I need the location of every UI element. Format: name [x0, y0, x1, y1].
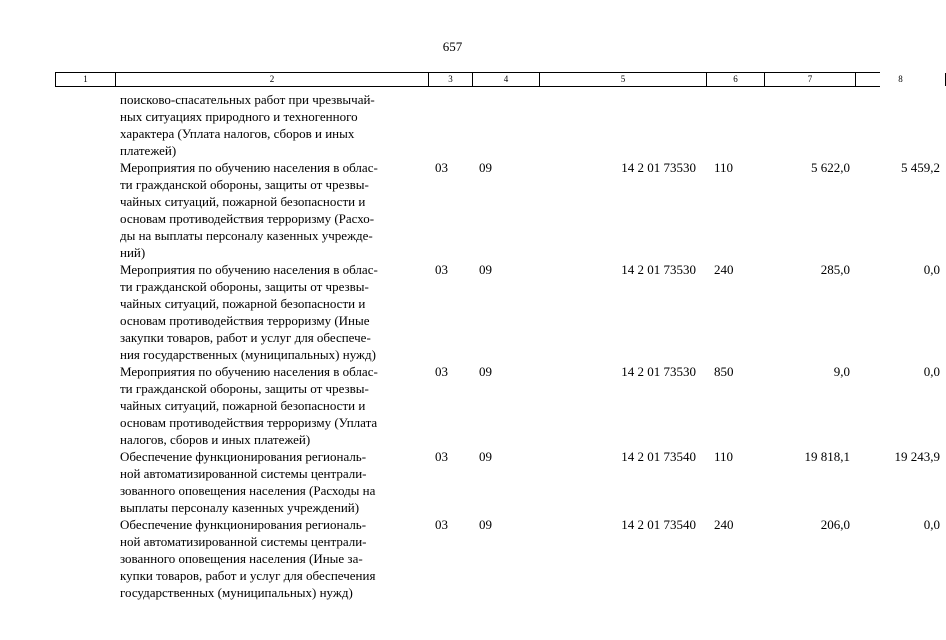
row-name-line: Обеспечение функционирования региональ- — [120, 449, 367, 464]
row-name-line: ти гражданской обороны, защиты от чрезвы- — [120, 279, 369, 294]
row-amount-2-cell: 5 459,2 — [901, 160, 940, 175]
row-name-line: выплаты персоналу казенных учреждений) — [120, 500, 360, 515]
row-name-line: Мероприятия по обучению населения в облас- — [120, 364, 378, 379]
row-section-cell: 03 — [435, 449, 448, 464]
row-amount-1-cell: 5 622,0 — [811, 160, 850, 175]
row-amount-2-cell: 0,0 — [923, 517, 940, 532]
page-number: 657 — [442, 39, 463, 54]
row-subsection-cell: 09 — [479, 449, 492, 464]
row-name-line: основам противодействия терроризму (Иные — [120, 313, 370, 328]
row-section-cell — [428, 91, 472, 159]
row-subsection-cell: 09 — [479, 160, 492, 175]
row-number-cell — [55, 516, 115, 601]
row-name-line: чайных ситуаций, пожарной безопасности и — [120, 398, 366, 413]
row-name-line: Мероприятия по обучению населения в облас- — [120, 262, 378, 277]
header-col-8: 8 — [856, 73, 946, 86]
header-col-3: 3 — [429, 73, 473, 86]
row-name-line: основам противодействия терроризму (Расхо- — [120, 211, 375, 226]
row-name-line: государственных (муниципальных) нужд) — [120, 585, 353, 600]
row-expense-type-cell — [706, 91, 764, 159]
row-name-cell — [115, 261, 428, 363]
row-name-line: ной автоматизированной системы централи- — [120, 534, 367, 549]
header-col-5: 5 — [540, 73, 707, 86]
row-name-line: купки товаров, работ и услуг для обеспечения — [120, 568, 376, 583]
row-number-cell — [55, 363, 115, 448]
row-target-article-cell: 14 2 01 73540 — [621, 449, 696, 464]
row-name-line: Мероприятия по обучению населения в облас- — [120, 160, 378, 175]
row-amount-1-cell: 206,0 — [820, 517, 850, 532]
row-name-line: чайных ситуаций, пожарной безопасности и — [120, 194, 366, 209]
row-amount-2-cell: 0,0 — [923, 262, 940, 277]
row-name-line: зованного оповещения населения (Иные за- — [120, 551, 363, 566]
header-col-2: 2 — [116, 73, 429, 86]
table-header-row — [55, 72, 903, 87]
row-subsection-cell: 09 — [479, 364, 492, 379]
row-number-cell — [55, 159, 115, 261]
row-target-article-cell — [539, 91, 706, 159]
row-number-cell — [55, 261, 115, 363]
row-section-cell: 03 — [435, 160, 448, 175]
row-name-line: характера (Уплата налогов, сборов и иных — [120, 126, 355, 141]
row-name-cell — [115, 363, 428, 448]
row-name-line: поисково-спасательных работ при чрезвычай- — [120, 92, 375, 107]
table-row — [55, 448, 940, 516]
row-expense-type-cell: 240 — [714, 262, 734, 277]
row-subsection-cell: 09 — [479, 517, 492, 532]
row-name-line: основам противодействия терроризму (Уплата — [120, 415, 378, 430]
row-amount-2-cell: 0,0 — [923, 364, 940, 379]
row-name-cell — [115, 91, 428, 159]
row-amount-1-cell — [764, 91, 855, 159]
row-section-cell: 03 — [435, 517, 448, 532]
budget-table — [55, 72, 940, 601]
row-name-line: зованного оповещения населения (Расходы на — [120, 483, 376, 498]
row-expense-type-cell: 110 — [714, 449, 734, 464]
header-col-6: 6 — [707, 73, 765, 86]
row-target-article-cell: 14 2 01 73530 — [621, 262, 696, 277]
table-row — [55, 261, 940, 363]
table-row — [55, 159, 940, 261]
row-name-line: ды на выплаты персоналу казенных учрежде- — [120, 228, 373, 243]
row-name-line: ных ситуациях природного и техногенного — [120, 109, 358, 124]
row-name-line: ной автоматизированной системы централи- — [120, 466, 367, 481]
table-row — [55, 363, 940, 448]
row-expense-type-cell: 240 — [714, 517, 734, 532]
header-col-4: 4 — [473, 73, 540, 86]
row-amount-2-cell: 19 243,9 — [894, 449, 940, 464]
row-name-line: ти гражданской обороны, защиты от чрезвы- — [120, 177, 369, 192]
row-name-cell — [115, 448, 428, 516]
row-target-article-cell: 14 2 01 73530 — [621, 160, 696, 175]
row-subsection-cell: 09 — [479, 262, 492, 277]
header-col-7: 7 — [765, 73, 856, 86]
row-amount-1-cell: 9,0 — [833, 364, 850, 379]
table-body — [55, 87, 940, 601]
row-name-line: ний) — [120, 245, 146, 260]
table-row — [55, 91, 880, 159]
row-subsection-cell — [472, 91, 539, 159]
row-name-line: налогов, сборов и иных платежей) — [120, 432, 311, 447]
row-amount-2-cell — [855, 91, 945, 159]
row-number-cell — [55, 448, 115, 516]
row-name-cell — [115, 516, 428, 601]
header-col-1: 1 — [56, 73, 116, 86]
row-name-cell — [115, 159, 428, 261]
row-name-line: платежей) — [120, 143, 177, 158]
row-name-line: чайных ситуаций, пожарной безопасности и — [120, 296, 366, 311]
row-name-line: Обеспечение функционирования региональ- — [120, 517, 367, 532]
row-target-article-cell: 14 2 01 73540 — [621, 517, 696, 532]
row-section-cell: 03 — [435, 364, 448, 379]
row-expense-type-cell: 850 — [714, 364, 734, 379]
row-amount-1-cell: 285,0 — [820, 262, 850, 277]
row-name-line: ния государственных (муниципальных) нужд) — [120, 347, 376, 362]
row-target-article-cell: 14 2 01 73530 — [621, 364, 696, 379]
row-number-cell — [55, 91, 115, 159]
row-name-line: ти гражданской обороны, защиты от чрезвы- — [120, 381, 369, 396]
row-expense-type-cell: 110 — [714, 160, 734, 175]
table-row — [55, 516, 940, 601]
row-name-line: закупки товаров, работ и услуг для обеспече- — [120, 330, 371, 345]
row-amount-1-cell: 19 818,1 — [804, 449, 850, 464]
row-section-cell: 03 — [435, 262, 448, 277]
